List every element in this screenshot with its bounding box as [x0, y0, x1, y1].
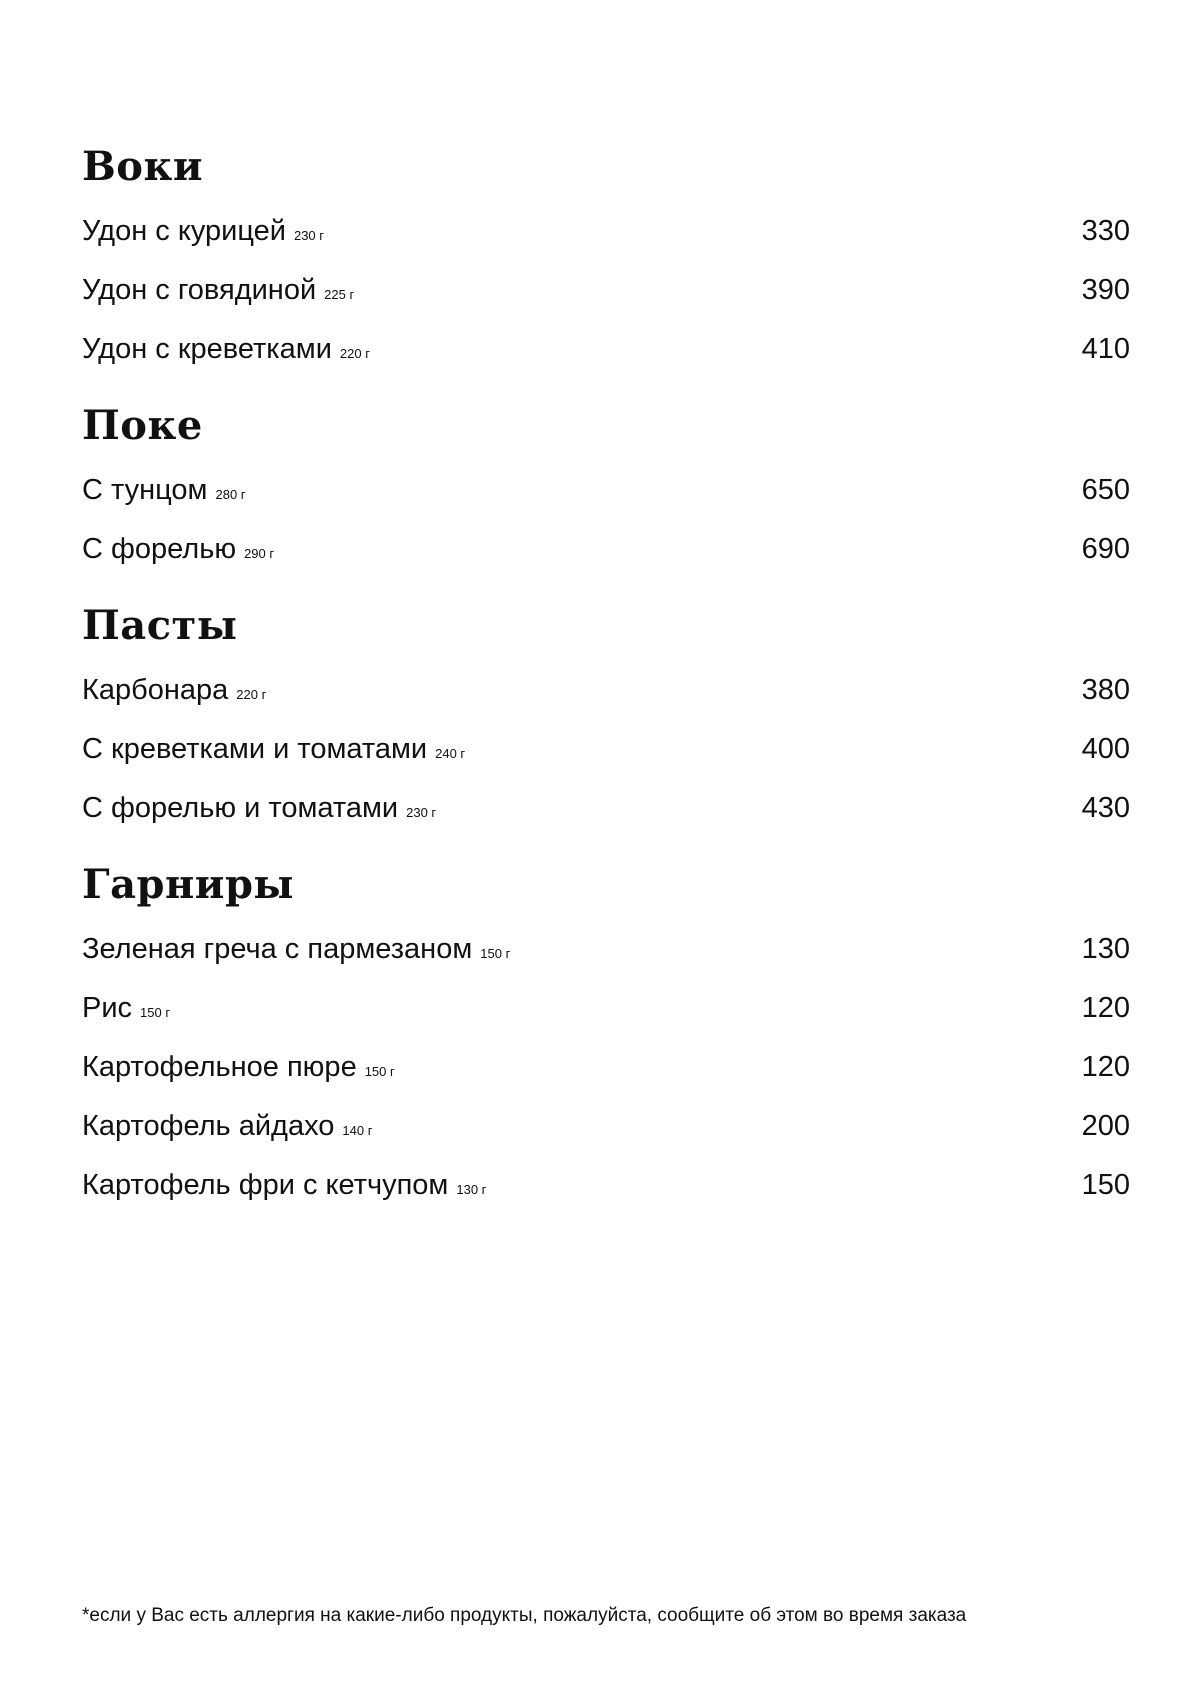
menu-item: [82, 520, 1130, 579]
item-weight: 130 г: [456, 1182, 487, 1197]
item-weight: 220 г: [339, 346, 370, 361]
allergy-footnote: *если у Вас есть аллергия на какие-либо продукты, пожалуйста, сообщите об этом во время заказа: [82, 1605, 967, 1626]
item-price: 410: [1081, 333, 1130, 365]
menu-item: [82, 320, 1130, 379]
menu: [82, 140, 1130, 1235]
menu-item: [82, 920, 1130, 979]
item-name: Удон с креветками: [82, 333, 332, 365]
menu-item: [82, 1097, 1130, 1156]
item-weight: 230 г: [406, 805, 437, 820]
item-name: С форелью и томатами: [82, 792, 399, 824]
item-price: 650: [1081, 474, 1130, 506]
item-weight: 225 г: [324, 287, 355, 302]
section-woks: [82, 140, 1130, 379]
item-price: 430: [1081, 792, 1130, 824]
item-price: 390: [1081, 274, 1130, 306]
item-price: 120: [1081, 1051, 1130, 1083]
section-sides: [82, 858, 1130, 1215]
item-name: Зеленая греча с пармезаном: [82, 933, 473, 965]
item-weight: 240 г: [435, 746, 466, 761]
menu-item: [82, 979, 1130, 1038]
menu-item: [82, 720, 1130, 779]
section-title: Пасты: [82, 602, 238, 649]
item-weight: 230 г: [293, 228, 325, 243]
section-poke: [82, 399, 1130, 579]
item-weight: 280 г: [215, 487, 246, 502]
item-name: Картофель айдахо: [82, 1110, 335, 1142]
menu-item: [82, 661, 1130, 720]
menu-item: [82, 779, 1130, 838]
item-weight: 150 г: [364, 1064, 395, 1079]
section-title: Гарниры: [82, 861, 295, 908]
item-weight: 150 г: [140, 1005, 171, 1020]
item-price: 120: [1081, 992, 1130, 1024]
item-name: С тунцом: [82, 474, 208, 506]
item-price: 380: [1081, 674, 1130, 706]
menu-item: [82, 202, 1130, 261]
item-name: Удон с курицей: [82, 215, 286, 247]
section-title: Поке: [82, 402, 203, 449]
item-name: С креветками и томатами: [82, 733, 428, 765]
item-weight: 140 г: [342, 1123, 373, 1138]
item-weight: 290 г: [244, 546, 275, 561]
menu-item: [82, 461, 1130, 520]
section-title: Воки: [82, 143, 204, 190]
section-pastas: [82, 599, 1130, 838]
item-name: Рис: [82, 992, 133, 1024]
item-price: 400: [1081, 733, 1130, 765]
item-price: 200: [1081, 1110, 1130, 1142]
menu-item: [82, 1156, 1130, 1215]
item-price: 690: [1081, 533, 1130, 565]
menu-item: [82, 261, 1130, 320]
item-weight: 220 г: [236, 687, 267, 702]
item-name: С форелью: [82, 533, 237, 565]
item-name: Картофельное пюре: [82, 1051, 357, 1083]
item-weight: 150 г: [480, 946, 511, 961]
menu-item: [82, 1038, 1130, 1097]
item-price: 330: [1081, 215, 1130, 247]
item-name: Карбонара: [82, 674, 229, 706]
item-price: 130: [1081, 933, 1130, 965]
item-name: Удон с говядиной: [82, 274, 317, 306]
item-name: Картофель фри с кетчупом: [82, 1169, 449, 1201]
item-price: 150: [1081, 1169, 1130, 1201]
